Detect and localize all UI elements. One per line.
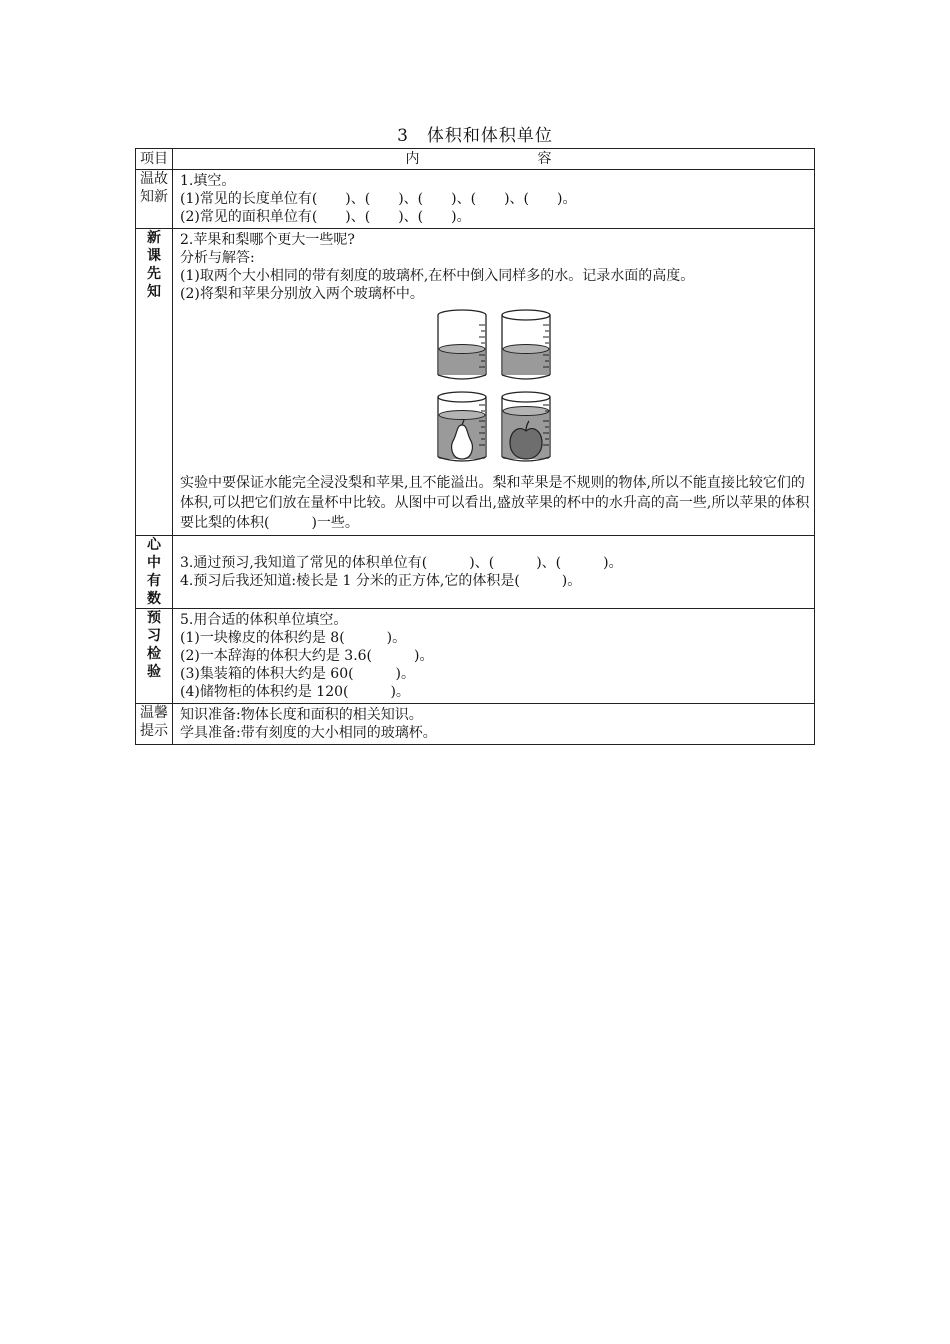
row-label-new-lesson: 新 课 先 知 [136, 229, 173, 536]
question-1-part-2: (2)常见的面积单位有( )、( )、( )。 [180, 209, 471, 225]
tip-knowledge: 知识准备:物体长度和面积的相关知识。 [180, 707, 423, 723]
question-5-part-1: (1)一块橡皮的体积约是 8( )。 [180, 630, 407, 646]
question-4: 4.预习后我还知道:棱长是 1 分米的正方体,它的体积是( )。 [180, 573, 582, 589]
row-label-check: 预 习 检 验 [136, 609, 173, 704]
row-label-understanding: 心 中 有 数 [136, 536, 173, 609]
row-label-tips: 温馨 提示 [136, 704, 173, 745]
row-understanding [136, 536, 815, 609]
beaker-figure [437, 309, 577, 467]
beaker-icon [502, 392, 550, 461]
row-check [136, 609, 815, 704]
header-item: 项目 [136, 149, 173, 170]
question-3: 3.通过预习,我知道了常见的体积单位有( )、( )、( )。 [180, 555, 623, 571]
row-content-understanding [173, 536, 815, 609]
page-title: 3 体积和体积单位 [397, 126, 553, 146]
beaker-icon [438, 310, 486, 379]
header-content: 内 容 [173, 149, 815, 170]
row-label-review: 温故 知新 [136, 170, 173, 229]
question-1-part-1: (1)常见的长度单位有( )、( )、( )、( )、( )。 [180, 191, 577, 207]
beaker-icon [502, 310, 550, 379]
tip-materials: 学具准备:带有刻度的大小相同的玻璃杯。 [180, 725, 437, 741]
question-5-title: 5.用合适的体积单位填空。 [180, 612, 348, 628]
row-content-tips [173, 704, 815, 745]
explanation-paragraph: 实验中要保证水能完全浸没梨和苹果,且不能溢出。梨和苹果是不规则的物体,所以不能直接比较它们的体积,可以把它们放在量杯中比较。从图中可以看出,盛放苹果的杯中的水升高的高一些,所以苹果的体积要比梨的体积( )一些。 [180, 475, 810, 531]
question-5-part-2: (2)一本辞海的体积大约是 3.6( )。 [180, 648, 434, 664]
question-5-part-4: (4)储物柜的体积约是 120( )。 [180, 684, 410, 700]
row-review [136, 170, 815, 229]
beaker-icon [438, 392, 486, 461]
analysis-heading: 分析与解答: [180, 250, 255, 266]
question-5-part-3: (3)集装箱的体积大约是 60( )。 [180, 666, 416, 682]
row-content-new-lesson [173, 229, 815, 536]
question-2-title: 2.苹果和梨哪个更大一些呢? [180, 232, 355, 248]
question-1-title: 1.填空。 [180, 173, 236, 189]
row-tips [136, 704, 815, 745]
step-1: (1)取两个大小相同的带有刻度的玻璃杯,在杯中倒入同样多的水。记录水面的高度。 [180, 268, 695, 284]
header-row [136, 149, 815, 170]
row-content-review [173, 170, 815, 229]
step-2: (2)将梨和苹果分别放入两个玻璃杯中。 [180, 286, 424, 302]
worksheet-table [135, 148, 815, 745]
row-new-lesson [136, 229, 815, 536]
row-content-check [173, 609, 815, 704]
